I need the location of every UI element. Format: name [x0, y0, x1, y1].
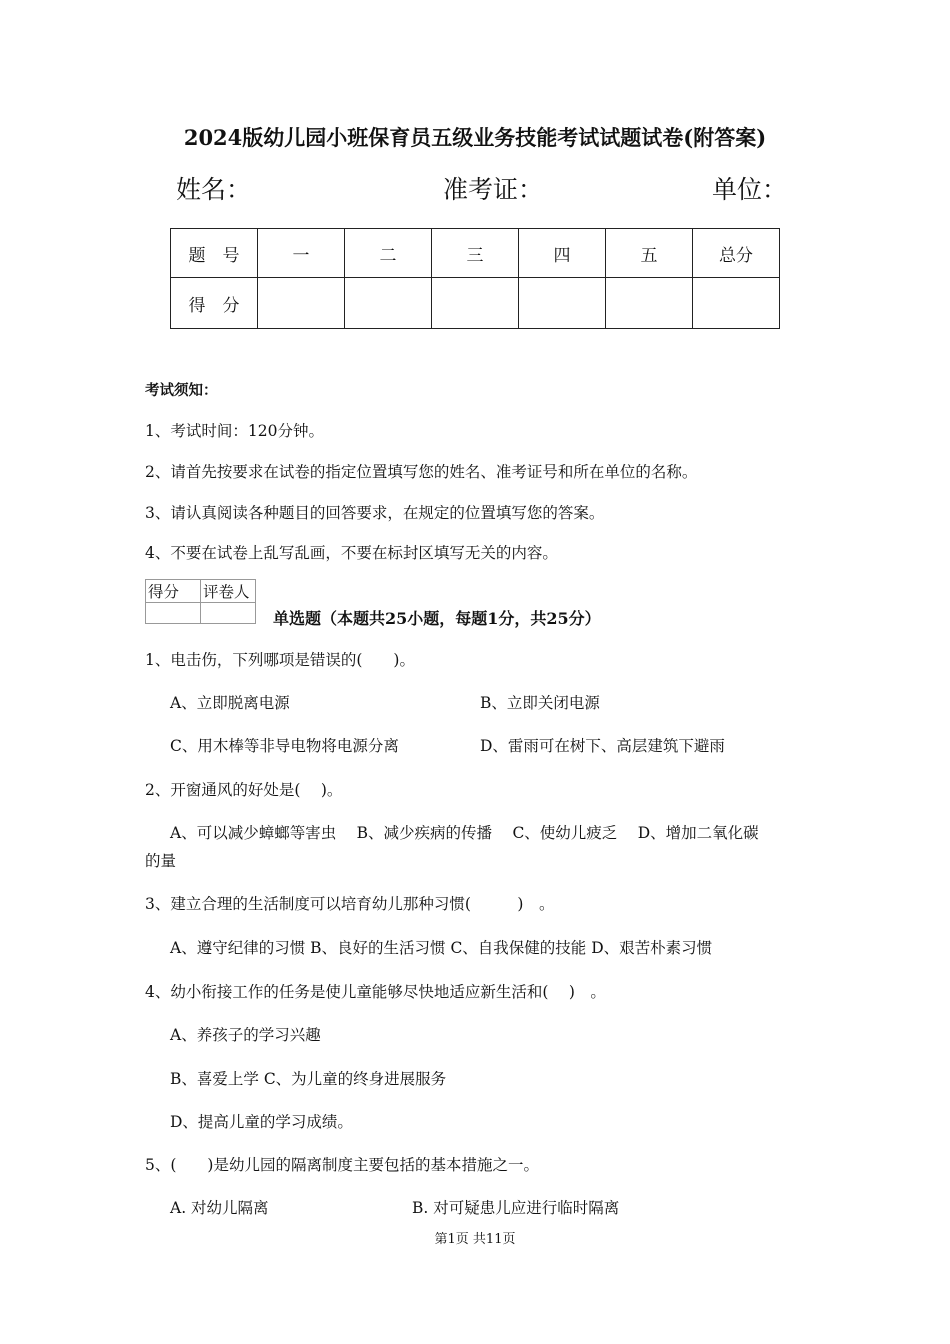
question-1-option-d[interactable]: D、雷雨可在树下、高层建筑下避雨: [480, 737, 725, 755]
score-cell[interactable]: [693, 278, 780, 329]
grader-box: [145, 579, 256, 624]
grader-reviewer-label: 评卷人: [201, 580, 256, 603]
score-cell[interactable]: [432, 278, 519, 329]
section-title: 单选题（本题共25小题，每题1分，共25分）: [273, 609, 601, 628]
exam-number-label: 准考证：: [443, 175, 544, 204]
grader-reviewer-cell[interactable]: [201, 603, 256, 624]
unit-label: 单位：: [712, 175, 788, 204]
question-3-stem: 3、建立合理的生活制度可以培育幼儿那种习惯( ) 。: [145, 895, 555, 913]
score-table-header-cell: 二: [345, 229, 432, 278]
score-cell[interactable]: [519, 278, 606, 329]
score-table-header-cell: 一: [258, 229, 345, 278]
notice-item: 1、考试时间：120分钟。: [145, 422, 324, 440]
question-4-option-bc[interactable]: B、喜爱上学 C、为儿童的终身进展服务: [170, 1070, 447, 1088]
question-2-stem: 2、开窗通风的好处是( )。: [145, 781, 343, 799]
question-4-option-a[interactable]: A、养孩子的学习兴趣: [170, 1026, 321, 1044]
question-2-options[interactable]: A、可以减少蟑螂等害虫 B、减少疾病的传播 C、使幼儿疲乏 D、增加二氧化碳: [170, 824, 759, 842]
score-table-header-cell: 总分: [693, 229, 780, 278]
exam-title: 2024版幼儿园小班保育员五级业务技能考试试题试卷(附答案): [183, 125, 767, 150]
score-cell[interactable]: [606, 278, 693, 329]
score-table-header-row: [171, 229, 780, 278]
question-3-options[interactable]: A、遵守纪律的习惯 B、良好的生活习惯 C、自我保健的技能 D、艰苦朴素习惯: [170, 939, 713, 957]
score-table-header-cell: 五: [606, 229, 693, 278]
question-5-option-a[interactable]: A. 对幼儿隔离: [170, 1199, 269, 1217]
question-1-option-a[interactable]: A、立即脱离电源: [170, 694, 290, 712]
question-4-option-d[interactable]: D、提高儿童的学习成绩。: [170, 1113, 353, 1131]
score-table: [170, 228, 780, 329]
score-table-score-row: [171, 278, 780, 329]
notice-item: 3、请认真阅读各种题目的回答要求，在规定的位置填写您的答案。: [145, 504, 605, 522]
question-1-option-b[interactable]: B、立即关闭电源: [480, 694, 600, 712]
question-2-options-continued: 的量: [145, 852, 177, 870]
question-1-stem: 1、电击伤，下列哪项是错误的( )。: [145, 651, 415, 669]
question-4-stem: 4、幼小衔接工作的任务是使儿童能够尽快地适应新生活和( ) 。: [145, 983, 606, 1001]
score-table-header-cell: 四: [519, 229, 606, 278]
page-footer: 第1页 共11页: [434, 1232, 516, 1247]
grader-score-cell[interactable]: [146, 603, 201, 624]
notice-item: 2、请首先按要求在试卷的指定位置填写您的姓名、准考证号和所在单位的名称。: [145, 463, 698, 481]
score-row-label: 得 分: [171, 278, 258, 329]
question-1-option-c[interactable]: C、用木棒等非导电物将电源分离: [170, 737, 399, 755]
notice-item: 4、不要在试卷上乱写乱画，不要在标封区填写无关的内容。: [145, 544, 558, 562]
score-cell[interactable]: [345, 278, 432, 329]
score-table-header-cell: 三: [432, 229, 519, 278]
grader-score-label: 得分: [146, 580, 201, 603]
name-label: 姓名：: [176, 175, 252, 204]
question-5-stem: 5、( )是幼儿园的隔离制度主要包括的基本措施之一。: [145, 1156, 539, 1174]
question-5-option-b[interactable]: B. 对可疑患儿应进行临时隔离: [412, 1199, 620, 1217]
score-cell[interactable]: [258, 278, 345, 329]
score-table-header-cell: 题 号: [171, 229, 258, 278]
notice-heading: 考试须知：: [145, 382, 218, 399]
